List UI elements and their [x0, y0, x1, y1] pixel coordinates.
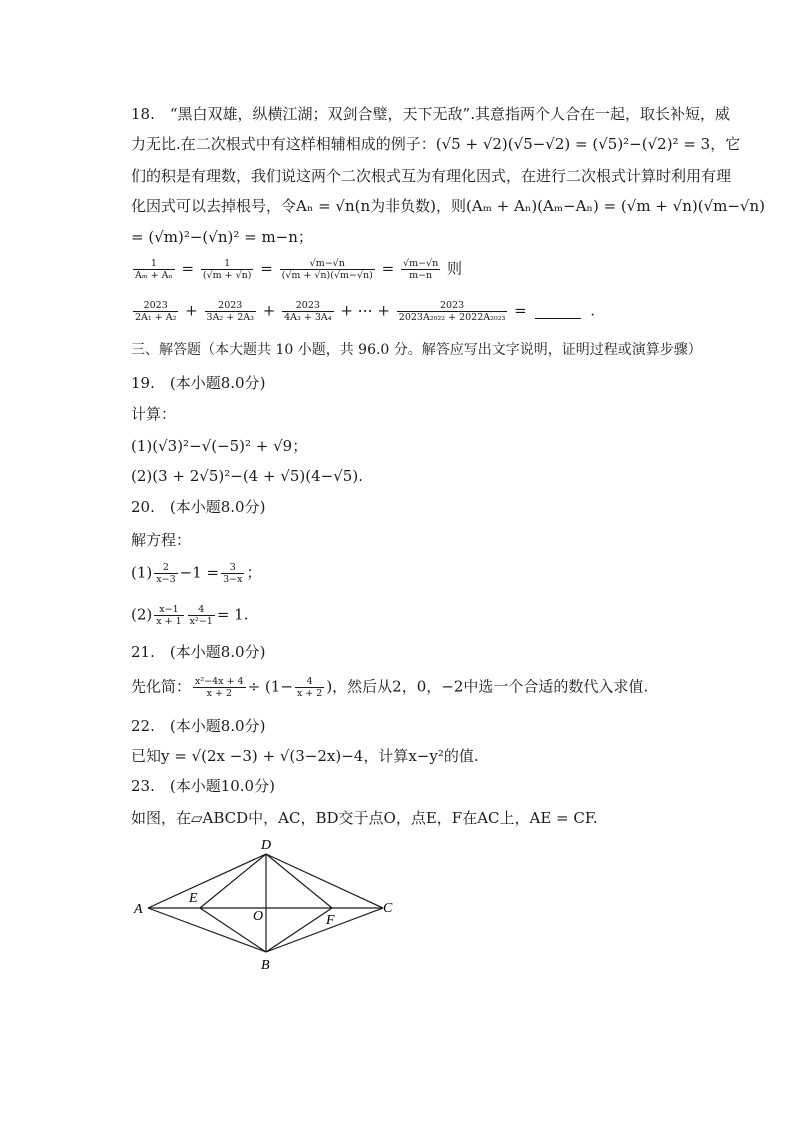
- q23-text: 如图，在▱ABCD中，AC，BD交于点O，点E，F在AC上，AE = CF.: [131, 809, 598, 827]
- fraction: $\frac{2023}{\text{4A₃ + 3A₄}}$: [284, 300, 332, 323]
- label-D: D: [261, 838, 272, 853]
- q18-line2: 力无比.在二次根式中有这样相辅相成的例子：(√5 + √2)(√5−√2) = (√5)²−(√2)² = 3，它: [131, 135, 741, 153]
- label-F: F: [326, 913, 335, 928]
- fraction: $\frac{2023}{\text{2A₁ + A₂}}$: [135, 300, 177, 323]
- q22-text: 已知y = √(2x −3) + √(3−2x)−4，计算x−y²的值.: [131, 747, 479, 765]
- q19-part1: (1)(√3)²−√(−5)² + √9；: [131, 437, 308, 455]
- q18-line3: 们的积是有理数，我们说这两个二次根式互为有理化因式，在进行二次根式计算时利用有理: [131, 167, 732, 185]
- fraction: $\frac{1}{(√m + √n)}$: [202, 258, 252, 281]
- q18-line1: 18. “黑白双雄，纵横江湖；双剑合璧，天下无敌”.其意指两个人合在一起，取长补短，威: [131, 105, 730, 123]
- q20-heading: 20. (本小题8.0分): [131, 498, 266, 516]
- side-AD: [148, 854, 266, 908]
- label-C: C: [383, 901, 393, 916]
- fraction: $\frac{√m-√n}{(√m + √n)(√m-√n)}$: [281, 258, 373, 281]
- q20-intro: 解方程：: [131, 531, 192, 549]
- parallelogram-figure: [128, 836, 408, 976]
- q19-heading: 19. (本小题8.0分): [131, 374, 266, 392]
- q21-text: 先化简： $\frac{\text{x²−4x + 4}}{x + 2}$ ÷ (1− $\frac{4}{x + 2}$ )，然后从2，0，−2中选一个合适的数代入求值.: [131, 676, 649, 699]
- side-CB: [266, 908, 383, 952]
- fraction: $\frac{2}{x-3}$: [156, 562, 176, 585]
- fraction: $\frac{x-1}{x + 1}$: [156, 604, 182, 627]
- answer-blank[interactable]: [535, 318, 581, 319]
- fraction: $\frac{1}{\text{Aₘ + Aₙ}}$: [135, 258, 173, 281]
- q19-intro: 计算：: [131, 405, 177, 423]
- q18-sum-expression: $\frac{2023}{\text{2A₁ + A₂}}$ + $\frac{2023}{\text{3A₂ + 2A₃}}$ + $\frac{2023}{\text{4A₃ + 3A₄}}$ + ⋯ + $\frac{2023}{\text{2023A₂₀₂₂ + 2022A₂₀₂₃}}$ = .: [135, 300, 596, 323]
- fraction: $\frac{4}{\text{x²−1}}$: [189, 604, 213, 627]
- q18-fraction-identity: $\frac{1}{\text{Aₘ + Aₙ}}$ = $\frac{1}{(√m + √n)}$ = $\frac{√m-√n}{(√m + √n)(√m-√n)}$ = $\frac{√m-√n}{m-n}$ 则: [135, 258, 463, 281]
- label-A: A: [134, 902, 143, 917]
- segment-DE: [200, 854, 266, 908]
- fraction: $\frac{2023}{\text{2023A₂₀₂₂ + 2022A₂₀₂₃}}$: [398, 300, 506, 323]
- segment-FD: [266, 854, 332, 908]
- label-B: B: [261, 958, 270, 973]
- side-BA: [148, 908, 266, 952]
- q18-line4: 化因式可以去掉根号，令Aₙ = √n(n为非负数)，则(Aₘ + Aₙ)(Aₘ−Aₙ) = (√m + √n)(√m−√n): [131, 197, 765, 215]
- q23-heading: 23. (本小题10.0分): [131, 777, 275, 795]
- fraction: $\frac{4}{x + 2}$: [296, 676, 323, 699]
- q19-part2: (2)(3 + 2√5)²−(4 + √5)(4−√5).: [131, 467, 363, 485]
- fraction: $\frac{2023}{\text{3A₂ + 2A₃}}$: [206, 300, 254, 323]
- q22-heading: 22. (本小题8.0分): [131, 717, 266, 735]
- fraction: $\frac{3}{3-x}$: [223, 562, 243, 585]
- q20-part2: (2) $\frac{x-1}{x + 1}$ $\frac{4}{\text{x²−1}}$ = 1.: [131, 604, 249, 627]
- q18-line5: = (√m)²−(√n)² = m−n；: [131, 228, 313, 246]
- q21-heading: 21. (本小题8.0分): [131, 643, 266, 661]
- segment-BF: [266, 908, 332, 952]
- fraction: $\frac{√m-√n}{m-n}$: [403, 258, 439, 281]
- side-DC: [266, 854, 383, 908]
- section-heading: 三、解答题（本大题共 10 小题，共 96.0 分。解答应写出文字说明，证明过程或演算步骤）: [131, 342, 702, 358]
- q20-part1: (1) $\frac{2}{x-3}$ −1 = $\frac{3}{3-x}$ ；: [131, 562, 262, 585]
- fraction: $\frac{\text{x²−4x + 4}}{x + 2}$: [195, 676, 244, 699]
- label-E: E: [189, 891, 198, 906]
- label-O: O: [253, 909, 264, 924]
